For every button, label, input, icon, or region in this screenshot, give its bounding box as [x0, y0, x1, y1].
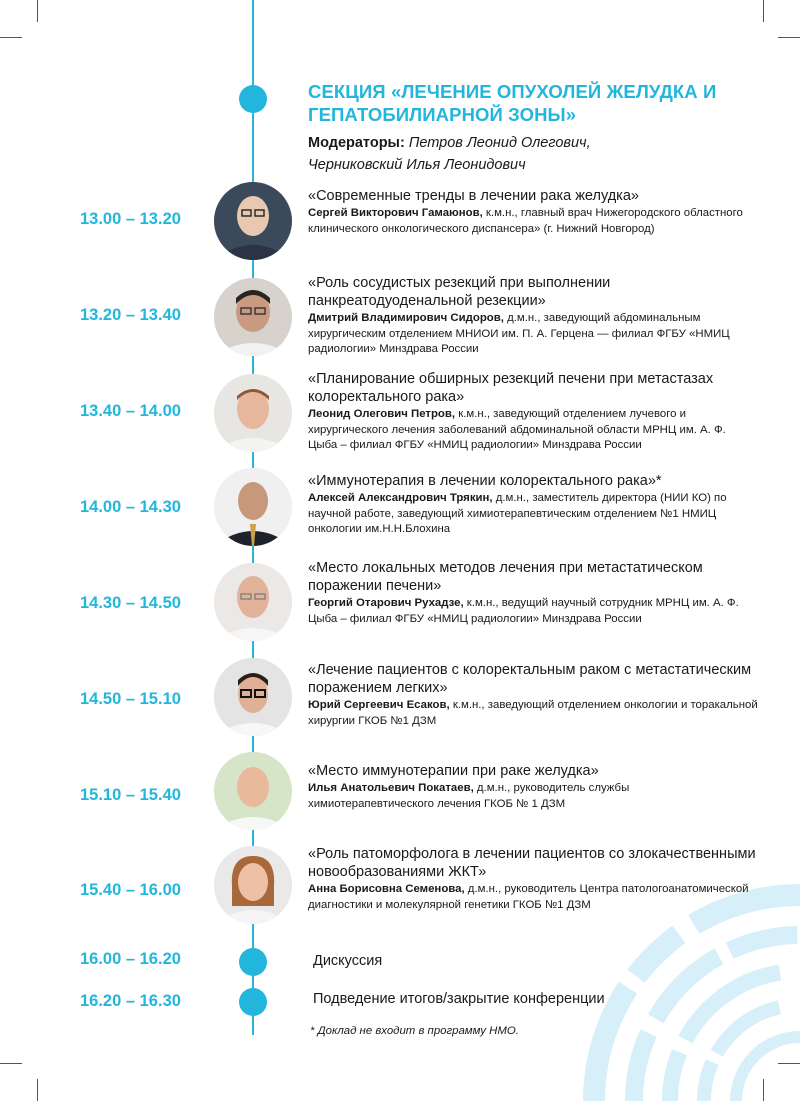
moderator-2: Черниковский Илья Леонидович [308, 157, 526, 173]
speaker-photo [214, 563, 292, 641]
talk-title: «Роль патоморфолога в лечении пациентов со злокачественными новообразованиями ЖКТ» [308, 846, 756, 880]
speaker-photo [214, 752, 292, 830]
moderators-label: Модераторы: [308, 135, 405, 151]
section-title: СЕКЦИЯ «ЛЕЧЕНИЕ ОПУХОЛЕЙ ЖЕЛУДКА И ГЕПАТОБИЛИАРНОЙ ЗОНЫ» [308, 81, 717, 125]
speaker-credentials: д.м.н., руководитель Центра патологоанатомической диагностики и молекулярной генетики ГКОБ №1 ДЗМ [308, 883, 749, 911]
talk-time: 13.20 – 13.40 [80, 306, 181, 324]
talk-item [308, 274, 758, 358]
talk-title: «Современные тренды в лечении рака желудка» [308, 188, 639, 204]
closing-label: Подведение итогов/закрытие конференции [313, 991, 605, 1007]
speaker-photo [214, 846, 292, 924]
talk-time: 13.40 – 14.00 [80, 402, 181, 420]
speaker-info [308, 311, 758, 358]
speaker-info [308, 491, 758, 538]
talk-item [308, 370, 758, 454]
moderator-1: Петров Леонид Олегович, [408, 135, 591, 151]
crop-mark [37, 1079, 38, 1101]
speaker-credentials: д.м.н., заведующий абдоминальным хирургическим отделением МНИОИ им. П. А. Герцена — филиал ФГБУ «НМИЦ радиологии» Минздрава России [308, 312, 730, 355]
speaker-name: Дмитрий Владимирович Сидоров, [308, 312, 504, 324]
speaker-name: Илья Анатольевич Покатаев, [308, 782, 474, 794]
crop-mark [0, 1063, 22, 1064]
speaker-name: Алексей Александрович Трякин, [308, 492, 493, 504]
crop-mark [778, 37, 800, 38]
crop-mark [763, 0, 764, 22]
discussion-label: Дискуссия [313, 953, 383, 969]
talk-title: «Иммунотерапия в лечении колоректального рака»* [308, 473, 662, 489]
talk-time: 14.30 – 14.50 [80, 594, 181, 612]
speaker-info [308, 781, 758, 812]
talk-time: 15.10 – 15.40 [80, 786, 181, 804]
talk-item [308, 472, 758, 538]
speaker-photo [214, 278, 292, 356]
speaker-photo [214, 468, 292, 546]
speaker-info [308, 882, 758, 913]
speaker-name: Леонид Олегович Петров, [308, 408, 456, 420]
timeline-dot [239, 948, 267, 976]
speaker-credentials: к.м.н., ведущий научный сотрудник МРНЦ им. А. Ф. Цыба – филиал ФГБУ «НМИЦ радиологии» Минздрава России [308, 597, 739, 625]
talk-title: «Место локальных методов лечения при метастатическом поражении печени» [308, 560, 703, 594]
talk-item [308, 187, 758, 237]
talk-title: «Планирование обширных резекций печени при метастазах колоректального рака» [308, 371, 714, 405]
speaker-info [308, 407, 758, 454]
talk-title: «Место иммунотерапии при раке желудка» [308, 763, 599, 779]
speaker-photo [214, 658, 292, 736]
talk-item [308, 762, 758, 812]
talk-time: 16.20 – 16.30 [80, 992, 181, 1010]
speaker-name: Георгий Отарович Рухадзе, [308, 597, 464, 609]
talk-item [308, 845, 758, 913]
speaker-info [308, 596, 758, 627]
timeline-dot [239, 988, 267, 1016]
crop-mark [0, 37, 22, 38]
crop-mark [37, 0, 38, 22]
speaker-name: Юрий Сергеевич Есаков, [308, 699, 450, 711]
speaker-credentials: д.м.н., руководитель службы химиотерапевтического лечения ГКОБ № 1 ДЗМ [308, 782, 630, 810]
speaker-credentials: д.м.н., заместитель директора (НИИ КО) по научной работе, заведующий химиотерапевтическим отделением №1 НМИЦ онкологии им.Н.Н.Блохина [308, 492, 727, 535]
speaker-info [308, 206, 758, 237]
speaker-credentials: к.м.н., заведующий отделением лучевого и хирургического лечения заболеваний абдоминальной области МРНЦ им. А. Ф. Цыба – филиал ФГБУ «НМИЦ радиологии» Минздрава России [308, 408, 726, 451]
speaker-credentials: к.м.н., заведующий отделением онкологии и торакальной хирургии ГКОБ №1 ДЗМ [308, 699, 758, 727]
footnote: * Доклад не входит в программу НМО. [310, 1025, 519, 1037]
talk-time: 16.00 – 16.20 [80, 950, 181, 968]
speaker-photo [214, 374, 292, 452]
speaker-name: Сергей Викторович Гамаюнов, [308, 207, 483, 219]
talk-time: 14.00 – 14.30 [80, 498, 181, 516]
moderators [308, 132, 591, 176]
talk-item [308, 559, 758, 627]
speaker-credentials: к.м.н., главный врач Нижегородского областного клинического онкологического диспансера» (г. Нижний Новгород) [308, 207, 743, 235]
talk-title: «Лечение пациентов с колоректальным раком с метастатическим поражением легких» [308, 662, 752, 696]
speaker-photo [214, 182, 292, 260]
talk-time: 13.00 – 13.20 [80, 210, 181, 228]
talk-item [308, 661, 758, 729]
talk-time: 14.50 – 15.10 [80, 690, 181, 708]
speaker-name: Анна Борисовна Семенова, [308, 883, 465, 895]
speaker-info [308, 698, 758, 729]
talk-title: «Роль сосудистых резекций при выполнении панкреатодуоденальной резекции» [308, 275, 611, 309]
talk-time: 15.40 – 16.00 [80, 881, 181, 899]
timeline-dot [239, 85, 267, 113]
